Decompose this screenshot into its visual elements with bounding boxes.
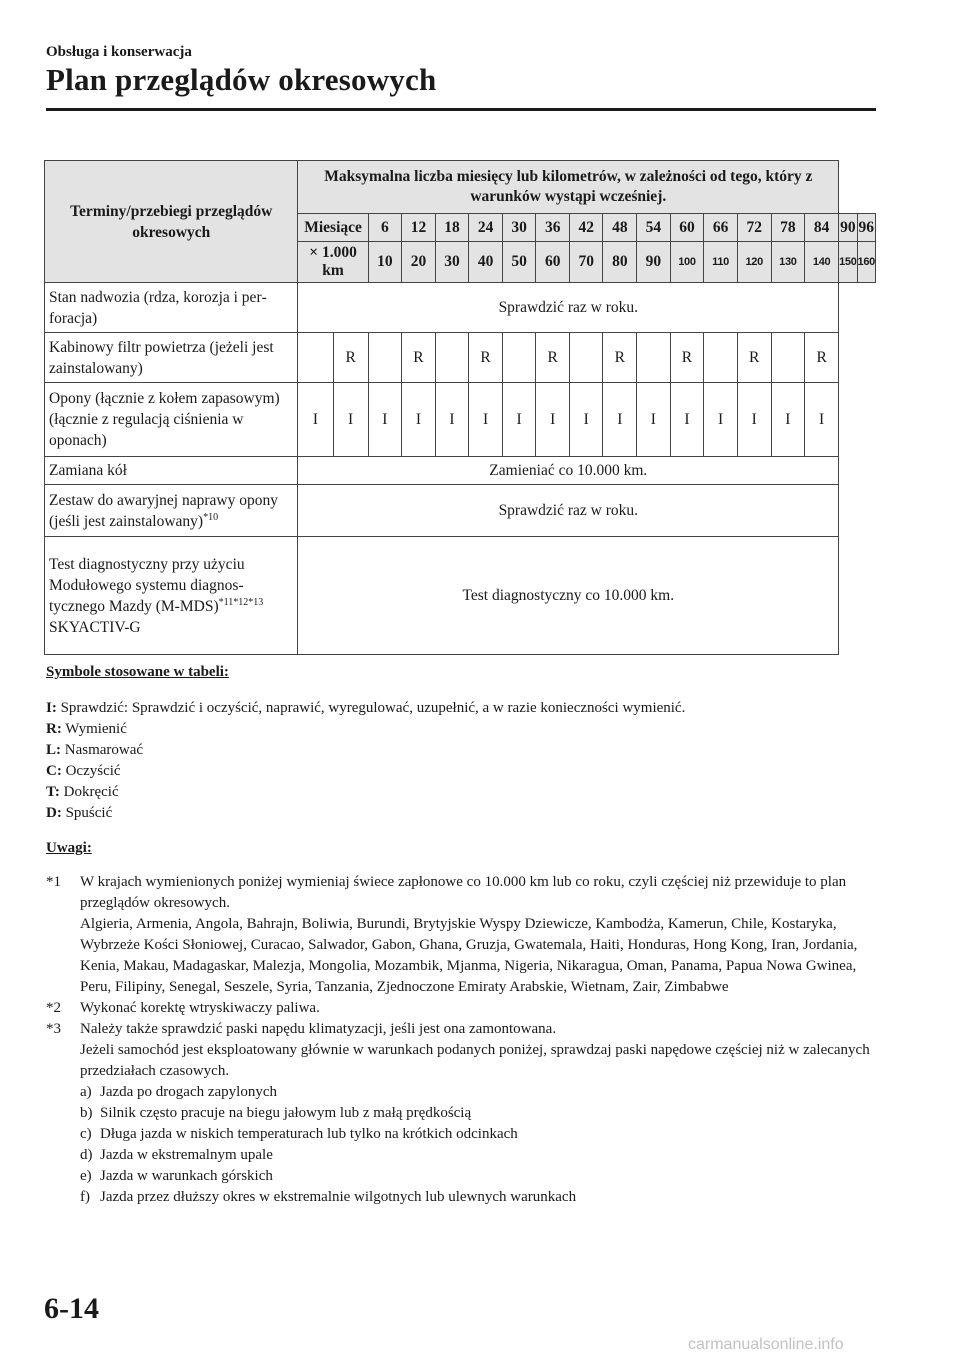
note-3-list-text: Jazda w ekstremalnym upale [100,1147,273,1163]
month-header-cell: 78 [771,214,805,242]
item-cabin-filter: Kabinowy filtr powietrza (jeżeli jest zainstalowany) [45,333,298,383]
schedule-value-cell [704,333,738,383]
diagnostic-engine-variant: SKYACTIV-G [49,618,141,636]
km-header-cell: 120 [737,242,771,283]
note-3-list-text: Długa jazda w niskich temperaturach lub tylko na krótkich odcinkach [100,1126,518,1142]
month-header-cell: 66 [704,214,738,242]
item-repair-kit [45,485,298,537]
km-header-cell: 160 [857,242,875,283]
schedule-value-cell: I [670,383,704,457]
legend-key: T: [46,784,60,800]
section-label: Obsługa i konserwacja [46,44,192,60]
note-3-text-2: Jeżeli samochód jest eksploatowany głównie w warunkach podanych poniżej, sprawdzaj paski napędowe częściej niż w zalecanych przedziałach czasowych. [80,1042,870,1079]
schedule-value-cell [502,333,535,383]
note-2-mark: *2 [46,1000,61,1016]
schedule-value-cell: R [805,333,839,383]
notes-title: Uwagi: [46,840,92,856]
schedule-value-cell: I [298,383,333,457]
month-header-cell: 42 [570,214,603,242]
title-rule [46,108,876,111]
km-header-cell: 90 [637,242,670,283]
schedule-value-cell [771,333,805,383]
month-header-cell: 84 [805,214,839,242]
notes-list [46,872,876,1208]
km-header-cell: 130 [771,242,805,283]
schedule-value-cell [435,333,468,383]
km-header-cell: 80 [603,242,637,283]
km-label: × 1.000 km [298,242,368,283]
note-3-list-text: Silnik często pracuje na biegu jałowym lub z małą prędkością [100,1105,472,1121]
note-3 [46,1019,876,1208]
legend-key: R: [46,721,62,737]
month-header-cell: 96 [857,214,875,242]
schedule-value-cell: R [536,333,570,383]
watermark: carmanualsonline.info [688,1336,844,1353]
legend-text: Sprawdzić: Sprawdzić i oczyścić, naprawić, wyregulować, uzupełnić, a w razie konieczności wymienić. [56,700,686,716]
schedule-value-cell: I [737,383,771,457]
schedule-value-cell: R [402,333,436,383]
schedule-value-cell: I [368,383,401,457]
interval-body-condition: Sprawdzić raz w roku. [298,283,839,333]
schedule-value-cell: I [536,383,570,457]
month-header-cell: 72 [737,214,771,242]
legend-key: D: [46,805,62,821]
legend-title: Symbole stosowane w tabeli: [46,664,229,680]
month-header-cell: 90 [839,214,857,242]
schedule-top-header: Maksymalna liczba miesięcy lub kilometrów, w zależności od tego, który z warunków wystąpi wcześniej. [298,161,839,214]
note-3-mark: *3 [46,1021,61,1037]
page-title: Plan przeglądów okresowych [46,62,437,97]
schedule-value-cell [368,333,401,383]
legend-key: L: [46,742,61,758]
note-1-text: W krajach wymienionych poniżej wymieniaj świece zapłonowe co 10.000 km lub co roku, czyli częściej niż przewiduje to plan przeglądów okresowych. [80,874,847,911]
month-header-cell: 24 [469,214,503,242]
schedule-value-cell: R [737,333,771,383]
note-3-list-label: b) [80,1105,93,1121]
interval-diagnostic-test: Test diagnostyczny co 10.000 km. [298,537,839,655]
note-3-list-item [80,1082,876,1103]
schedule-value-cell: R [469,333,503,383]
month-header-cell: 6 [368,214,401,242]
interval-repair-kit: Sprawdzić raz w roku. [298,485,839,537]
months-label: Miesiące [298,214,368,242]
schedule-value-cell: I [435,383,468,457]
repair-kit-label: Zestaw do awaryjnej naprawy opony (jeśli jest zainstalowany) [49,491,278,530]
note-3-list-item [80,1103,876,1124]
legend-key: I: [46,700,57,716]
schedule-value-cell: I [637,383,670,457]
km-header-cell: 150 [839,242,857,283]
item-tire-rotation: Zamiana kół [45,457,298,485]
km-header-cell: 10 [368,242,401,283]
note-3-list-label: e) [80,1168,92,1184]
legend-item [46,698,685,719]
note-3-list-label: d) [80,1147,93,1163]
legend-key: C: [46,763,62,779]
schedule-value-cell: I [333,383,368,457]
schedule-corner-header: Terminy/przebiegi przeglądów okresowych [45,161,298,283]
note-1-mark: *1 [46,874,61,890]
note-3-list-item [80,1166,876,1187]
legend-item [46,761,685,782]
note-3-text: Należy także sprawdzić paski napędu klimatyzacji, jeśli jest ona zamontowana. [80,1021,557,1037]
schedule-value-cell: I [502,383,535,457]
item-body-condition: Stan nadwozia (rdza, korozja i perforacja) [45,283,298,333]
repair-kit-footnote-ref: *10 [203,511,219,523]
schedule-value-cell: R [333,333,368,383]
schedule-value-cell [570,333,603,383]
note-3-list-label: c) [80,1126,92,1142]
month-header-cell: 12 [402,214,436,242]
note-1-countries: Algieria, Armenia, Angola, Bahrajn, Boliwia, Burundi, Brytyjskie Wyspy Dziewicze, Kambodża, Kamerun, Chile, Kostaryka, Wybrzeże Kości Słoniowej, Curacao, Salwador, Gabon, Ghana, Gruzja, Gwatemala, Haiti, Honduras, Hong Kong, Iran, Jordania, Kenia, Makau, Madagaskar, Malezja, Mongolia, Mozambik, Mjanma, Nigeria, Nikaragua, Oman, Panama, Papua Nowa Gwinea, Peru, Filipiny, Senegal, Seszele, Syria, Tanzania, Zjednoczone Emiraty Arabskie, Wietnam, Zair, Zimbabwe [80,916,858,995]
item-tires: Opony (łącznie z kołem zapasowym) (łącznie z regulacją ciśnienia w oponach) [45,383,298,457]
legend-item [46,803,685,824]
page-number: 6-14 [44,1292,99,1325]
legend-text: Wymienić [61,721,127,737]
diagnostic-footnote-ref: *11*12*13 [218,596,264,608]
schedule-value-cell [298,333,333,383]
month-header-cell: 30 [502,214,535,242]
item-diagnostic-test [45,537,298,655]
month-header-cell: 54 [637,214,670,242]
legend-text: Nasmarować [61,742,144,758]
km-header-cell: 140 [805,242,839,283]
schedule-value-cell: I [603,383,637,457]
legend-text: Spuścić [61,805,113,821]
km-header-cell: 40 [469,242,503,283]
note-2-text: Wykonać korektę wtryskiwaczy paliwa. [80,1000,320,1016]
schedule-value-cell [637,333,670,383]
km-header-cell: 60 [536,242,570,283]
interval-tire-rotation: Zamieniać co 10.000 km. [298,457,839,485]
km-header-cell: 110 [704,242,738,283]
maintenance-schedule-table [44,160,876,655]
legend-text: Dokręcić [59,784,119,800]
note-2 [46,998,876,1019]
schedule-value-cell: I [469,383,503,457]
note-3-list-item [80,1124,876,1145]
month-header-cell: 36 [536,214,570,242]
month-header-cell: 48 [603,214,637,242]
legend-item [46,719,685,740]
legend-item [46,740,685,761]
schedule-value-cell: I [704,383,738,457]
note-3-list-item [80,1145,876,1166]
note-3-list-label: f) [80,1189,90,1205]
schedule-value-cell: I [402,383,436,457]
note-3-list-text: Jazda w warunkach górskich [100,1168,273,1184]
schedule-value-cell: I [570,383,603,457]
note-1 [46,872,876,998]
note-3-list-label: a) [80,1084,92,1100]
schedule-value-cell: I [805,383,839,457]
note-3-list-text: Jazda przez dłuższy okres w ekstremalnie wilgotnych lub ulewnych warunkach [100,1189,577,1205]
km-header-cell: 100 [670,242,704,283]
legend-item [46,782,685,803]
schedule-value-cell: R [603,333,637,383]
km-header-cell: 70 [570,242,603,283]
note-3-list-text: Jazda po drogach zapylonych [100,1084,278,1100]
schedule-value-cell: R [670,333,704,383]
km-header-cell: 20 [402,242,436,283]
note-3-list-item [80,1187,876,1208]
km-header-cell: 30 [435,242,468,283]
month-header-cell: 18 [435,214,468,242]
legend-text: Oczyścić [61,763,121,779]
symbol-legend [46,698,685,824]
diagnostic-test-label: Test diagnostyczny przy użyciu Modułowego systemu diagnostycznego Mazdy (M-MDS) [49,555,245,615]
month-header-cell: 60 [670,214,704,242]
km-header-cell: 50 [502,242,535,283]
schedule-value-cell: I [771,383,805,457]
